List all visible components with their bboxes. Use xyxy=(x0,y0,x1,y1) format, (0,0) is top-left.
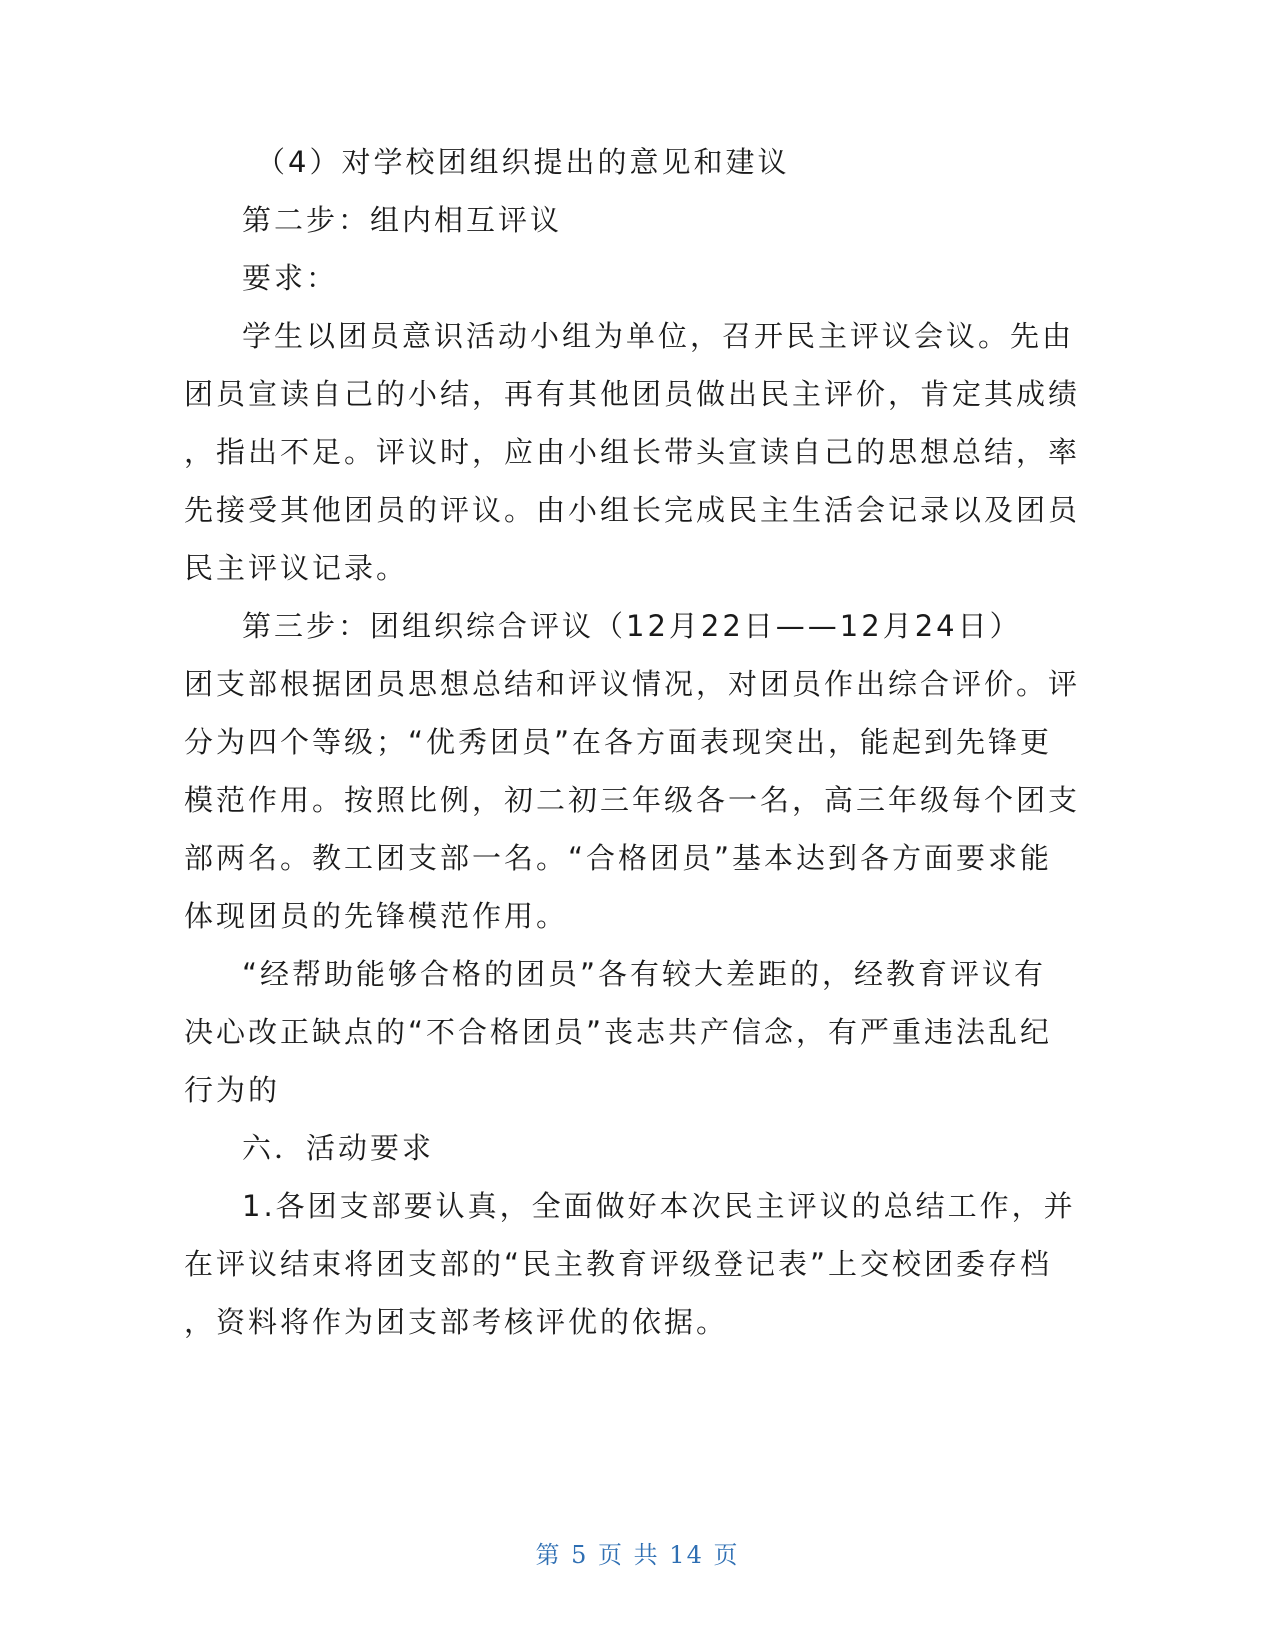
paragraph-line: 分为四个等级；“优秀团员”在各方面表现突出，能起到先锋更 xyxy=(184,725,1053,759)
paragraph-line: 体现团员的先锋模范作用。 xyxy=(184,899,569,933)
paragraph-line: 团员宣读自己的小结，再有其他团员做出民主评价，肯定其成绩 xyxy=(184,377,1081,411)
item-4-line: （4）对学校团组织提出的意见和建议 xyxy=(256,145,790,179)
requirement-label: 要求： xyxy=(242,261,339,295)
paragraph-line: ，指出不足。评议时，应由小组长带头宣读自己的思想总结，率 xyxy=(184,435,1081,469)
section-six-heading: 六．活动要求 xyxy=(242,1131,435,1165)
paragraph-line: 民主评议记录。 xyxy=(184,551,409,585)
paragraph-line: 1.各团支部要认真，全面做好本次民主评议的总结工作，并 xyxy=(242,1189,1076,1223)
step-two-heading: 第二步：组内相互评议 xyxy=(242,203,563,237)
paragraph-line: “经帮助能够合格的团员”各有较大差距的，经教育评议有 xyxy=(242,957,1047,991)
step-three-heading: 第三步：团组织综合评议（12月22日——12月24日） xyxy=(242,609,1022,643)
paragraph-line: 行为的 xyxy=(184,1073,281,1107)
paragraph-line: 部两名。教工团支部一名。“合格团员”基本达到各方面要求能 xyxy=(184,841,1053,875)
paragraph-line: ，资料将作为团支部考核评优的依据。 xyxy=(184,1305,729,1339)
page-footer: 第 5 页 共 14 页 xyxy=(535,1541,740,1569)
paragraph-line: 在评议结束将团支部的“民主教育评级登记表”上交校团委存档 xyxy=(184,1247,1053,1281)
paragraph-line: 决心改正缺点的“不合格团员”丧志共产信念，有严重违法乱纪 xyxy=(184,1015,1053,1049)
paragraph-line: 团支部根据团员思想总结和评议情况，对团员作出综合评价。评 xyxy=(184,667,1081,701)
paragraph-line: 学生以团员意识活动小组为单位，召开民主评议会议。先由 xyxy=(242,319,1075,353)
paragraph-line: 模范作用。按照比例，初二初三年级各一名，高三年级每个团支 xyxy=(184,783,1081,817)
paragraph-line: 先接受其他团员的评议。由小组长完成民主生活会记录以及团员 xyxy=(184,493,1081,527)
